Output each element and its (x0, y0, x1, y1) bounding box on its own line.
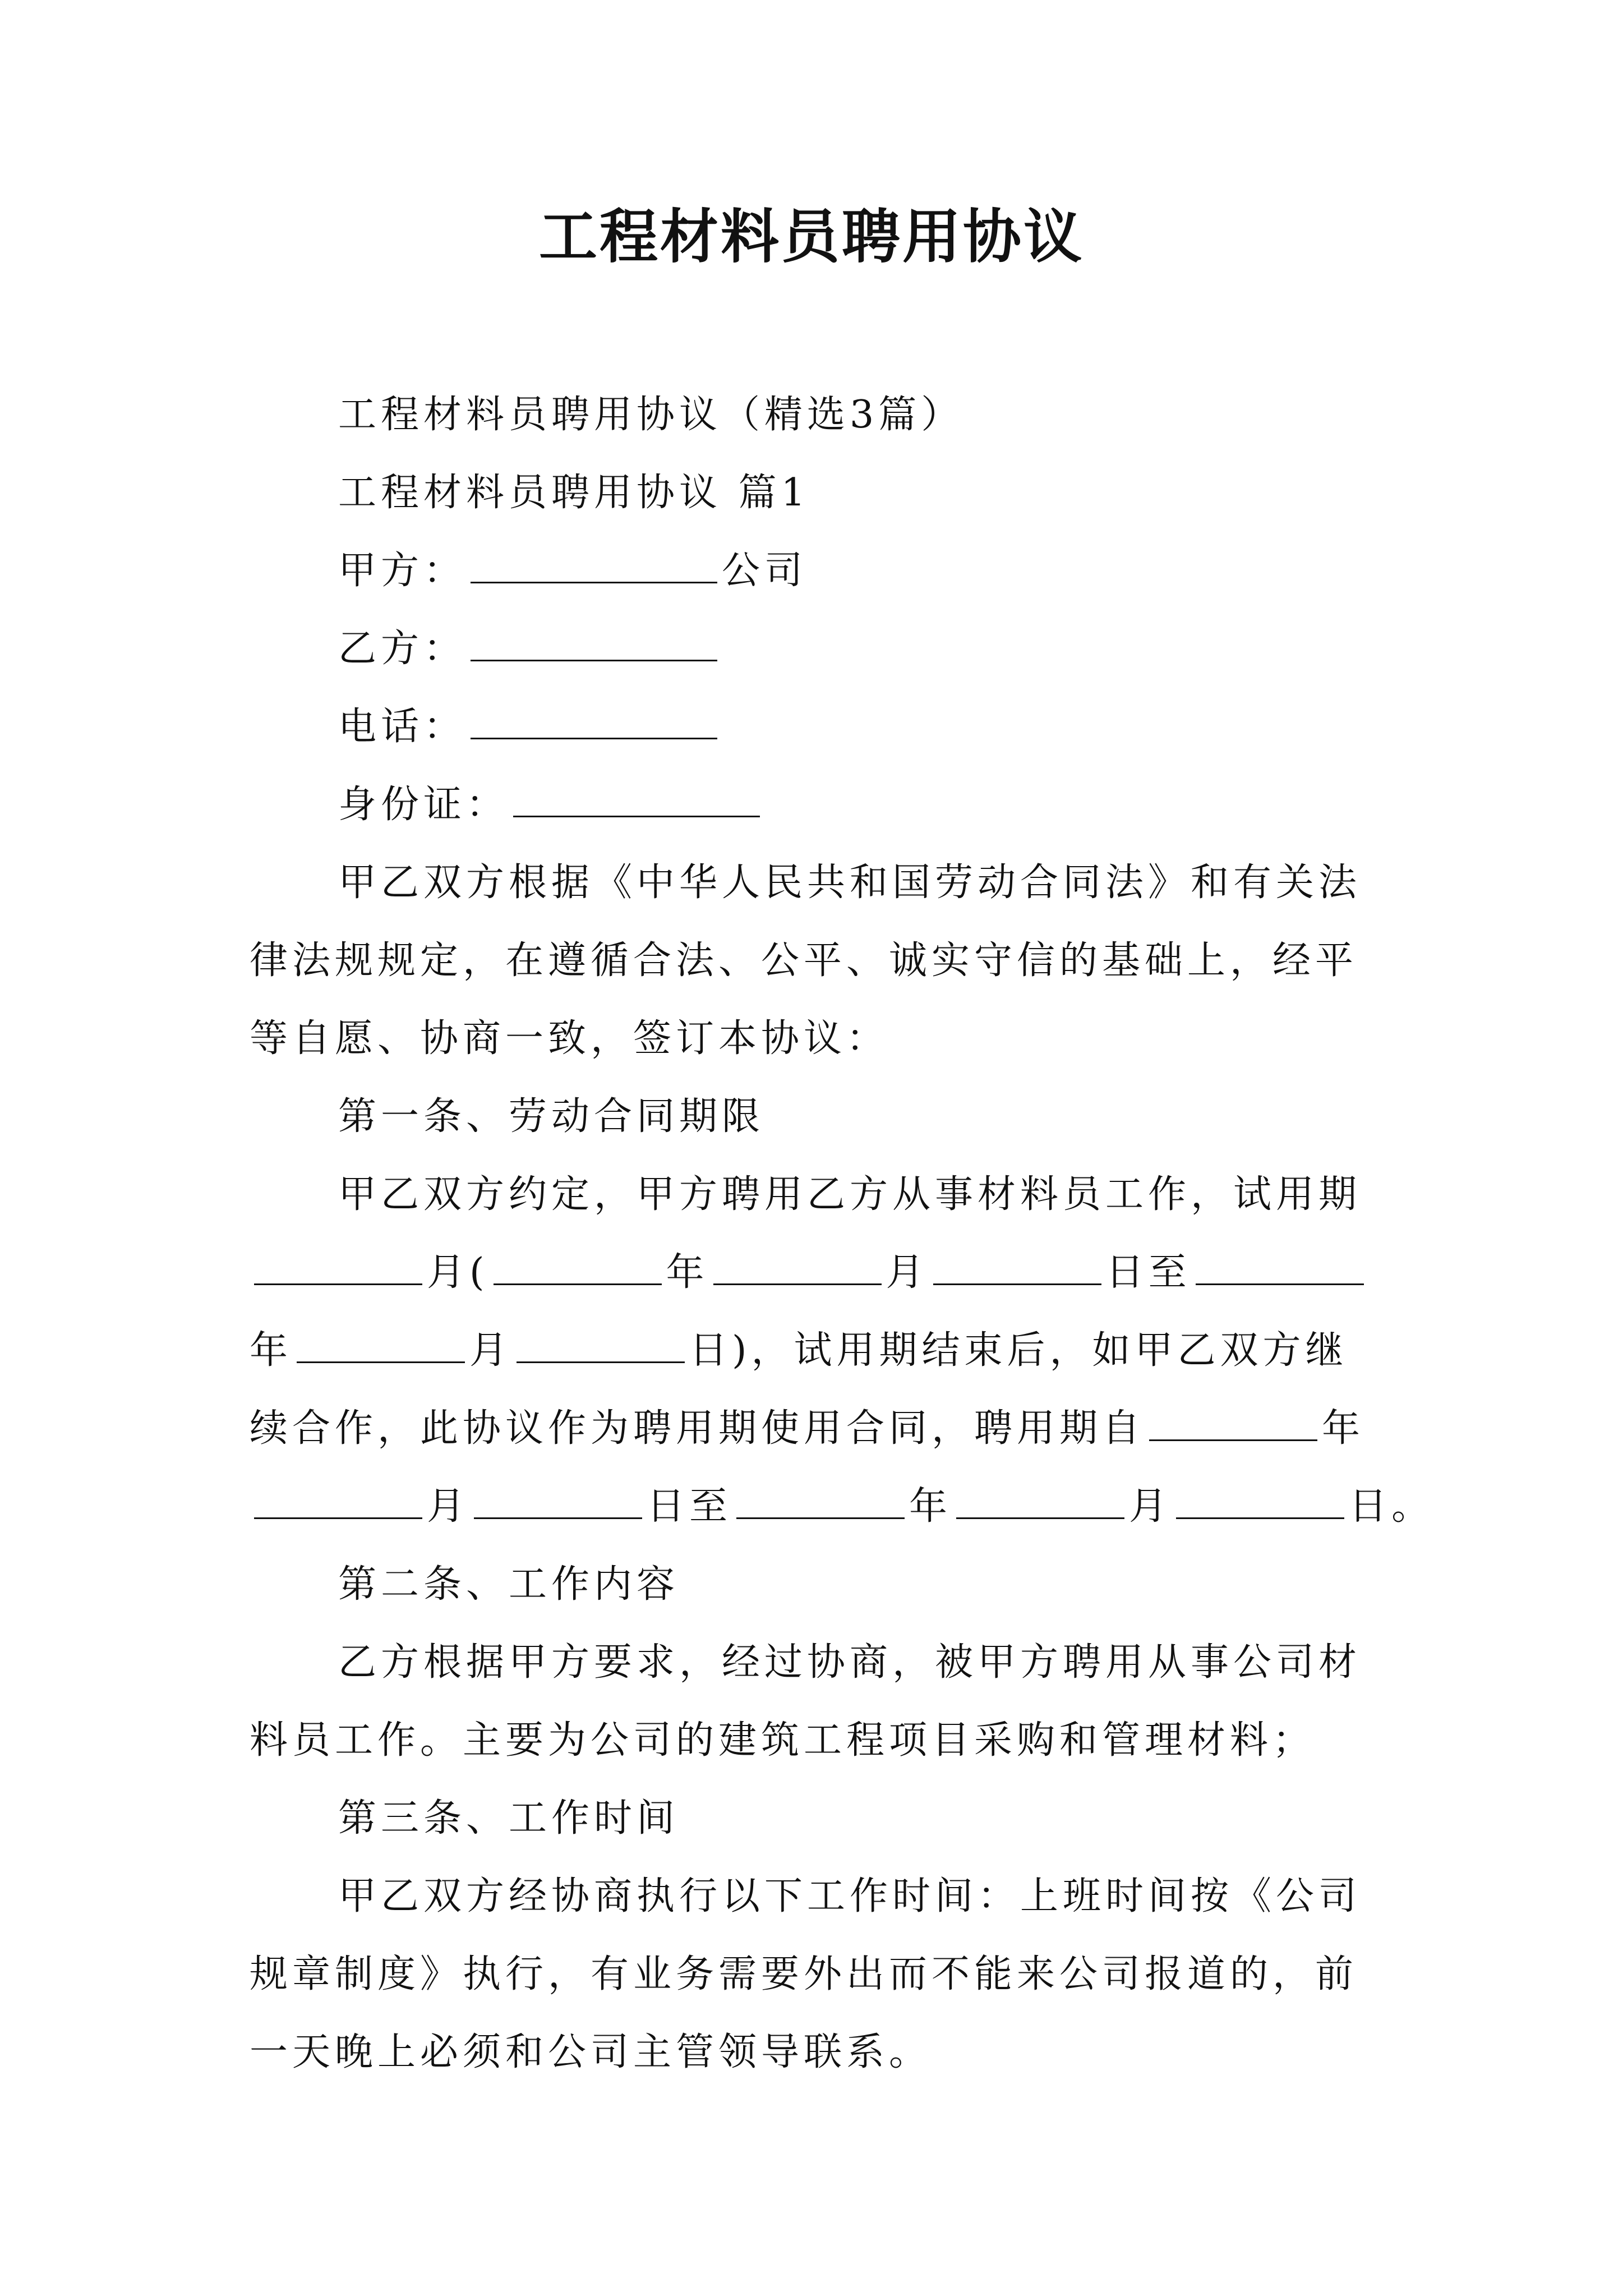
article-1-line-4 (250, 1389, 1382, 1467)
party-b-blank (471, 626, 717, 661)
subtitle: 工程材料员聘用协议（精选3篇） (338, 393, 964, 437)
article-1-text: 年 (250, 1328, 293, 1373)
date-blank (494, 1250, 662, 1285)
article-1-text: 年 (1322, 1406, 1365, 1451)
intro-line-2: 律法规规定，在遵循合法、公平、诚实守信的基础上，经平 (250, 938, 1358, 983)
document-title: 工程材料员聘用协议 (538, 202, 1084, 271)
intro-line-3: 等自愿、协商一致，签订本协议： (250, 1016, 889, 1061)
party-b-line (250, 610, 1382, 688)
article-1-text: 续合作，此协议作为聘用期使用合同，聘用期自 (250, 1406, 1145, 1451)
article-1-line-2 (250, 1234, 1382, 1312)
date-blank (254, 1484, 422, 1519)
article-3-heading: 第三条、工作时间 (338, 1796, 680, 1841)
date-blank (297, 1328, 465, 1363)
document-body (250, 376, 1435, 2091)
date-blank (1196, 1250, 1364, 1285)
article-2-line-2: 料员工作。主要为公司的建筑工程项目采购和管理材料； (250, 1718, 1316, 1763)
article-1-text: 日)，试用期结束后，如甲乙双方继 (689, 1328, 1348, 1373)
article-2-heading: 第二条、工作内容 (338, 1562, 680, 1607)
article-1-heading: 第一条、劳动合同期限 (338, 1094, 765, 1139)
article-1-text: 月( (427, 1250, 489, 1295)
article-1-line-5 (250, 1467, 1435, 1545)
article-1-line-1: 甲乙双方约定，甲方聘用乙方从事材料员工作，试用期 (338, 1172, 1362, 1217)
date-blank (474, 1484, 642, 1519)
date-blank (254, 1250, 422, 1285)
article-1-line-3 (250, 1312, 1382, 1389)
article-1-text: 年 (909, 1484, 952, 1529)
party-b-label: 乙方： (338, 627, 467, 671)
party-a-label: 甲方： (338, 549, 467, 593)
article-1-text: 日至 (1105, 1250, 1191, 1295)
id-label: 身份证： (338, 783, 509, 827)
article-1-text: 日。 (1349, 1484, 1435, 1529)
article-1-text: 日至 (647, 1484, 732, 1529)
date-blank (956, 1484, 1124, 1519)
date-blank (517, 1328, 685, 1363)
article-1-text: 月 (469, 1328, 513, 1373)
id-blank (513, 782, 760, 817)
intro-line-1: 甲乙双方根据《中华人民共和国劳动合同法》和有关法 (338, 861, 1362, 905)
chapter-heading: 工程材料员聘用协议 篇1 (338, 471, 810, 515)
date-blank (713, 1250, 882, 1285)
phone-label: 电话： (338, 705, 467, 749)
article-1-text: 月 (886, 1250, 929, 1295)
party-a-suffix: 公司 (722, 549, 808, 593)
phone-blank (471, 704, 717, 739)
date-blank (1149, 1406, 1317, 1441)
phone-line (250, 688, 1382, 766)
party-a-line (250, 532, 1382, 610)
article-3-line-1: 甲乙双方经协商执行以下工作时间：上班时间按《公司 (338, 1874, 1362, 1918)
article-1-text: 月 (1129, 1484, 1172, 1529)
date-blank (933, 1250, 1101, 1285)
article-1-text: 月 (427, 1484, 470, 1529)
party-a-blank (471, 548, 717, 583)
id-line (250, 766, 1382, 844)
article-2-line-1: 乙方根据甲方要求，经过协商，被甲方聘用从事公司材 (338, 1640, 1362, 1685)
date-blank (1176, 1484, 1344, 1519)
date-blank (736, 1484, 905, 1519)
article-3-line-2: 规章制度》执行，有业务需要外出而不能来公司报道的，前 (250, 1952, 1358, 1996)
article-3-line-3: 一天晚上必须和公司主管领导联系。 (250, 2030, 932, 2074)
article-1-text: 年 (666, 1250, 709, 1295)
